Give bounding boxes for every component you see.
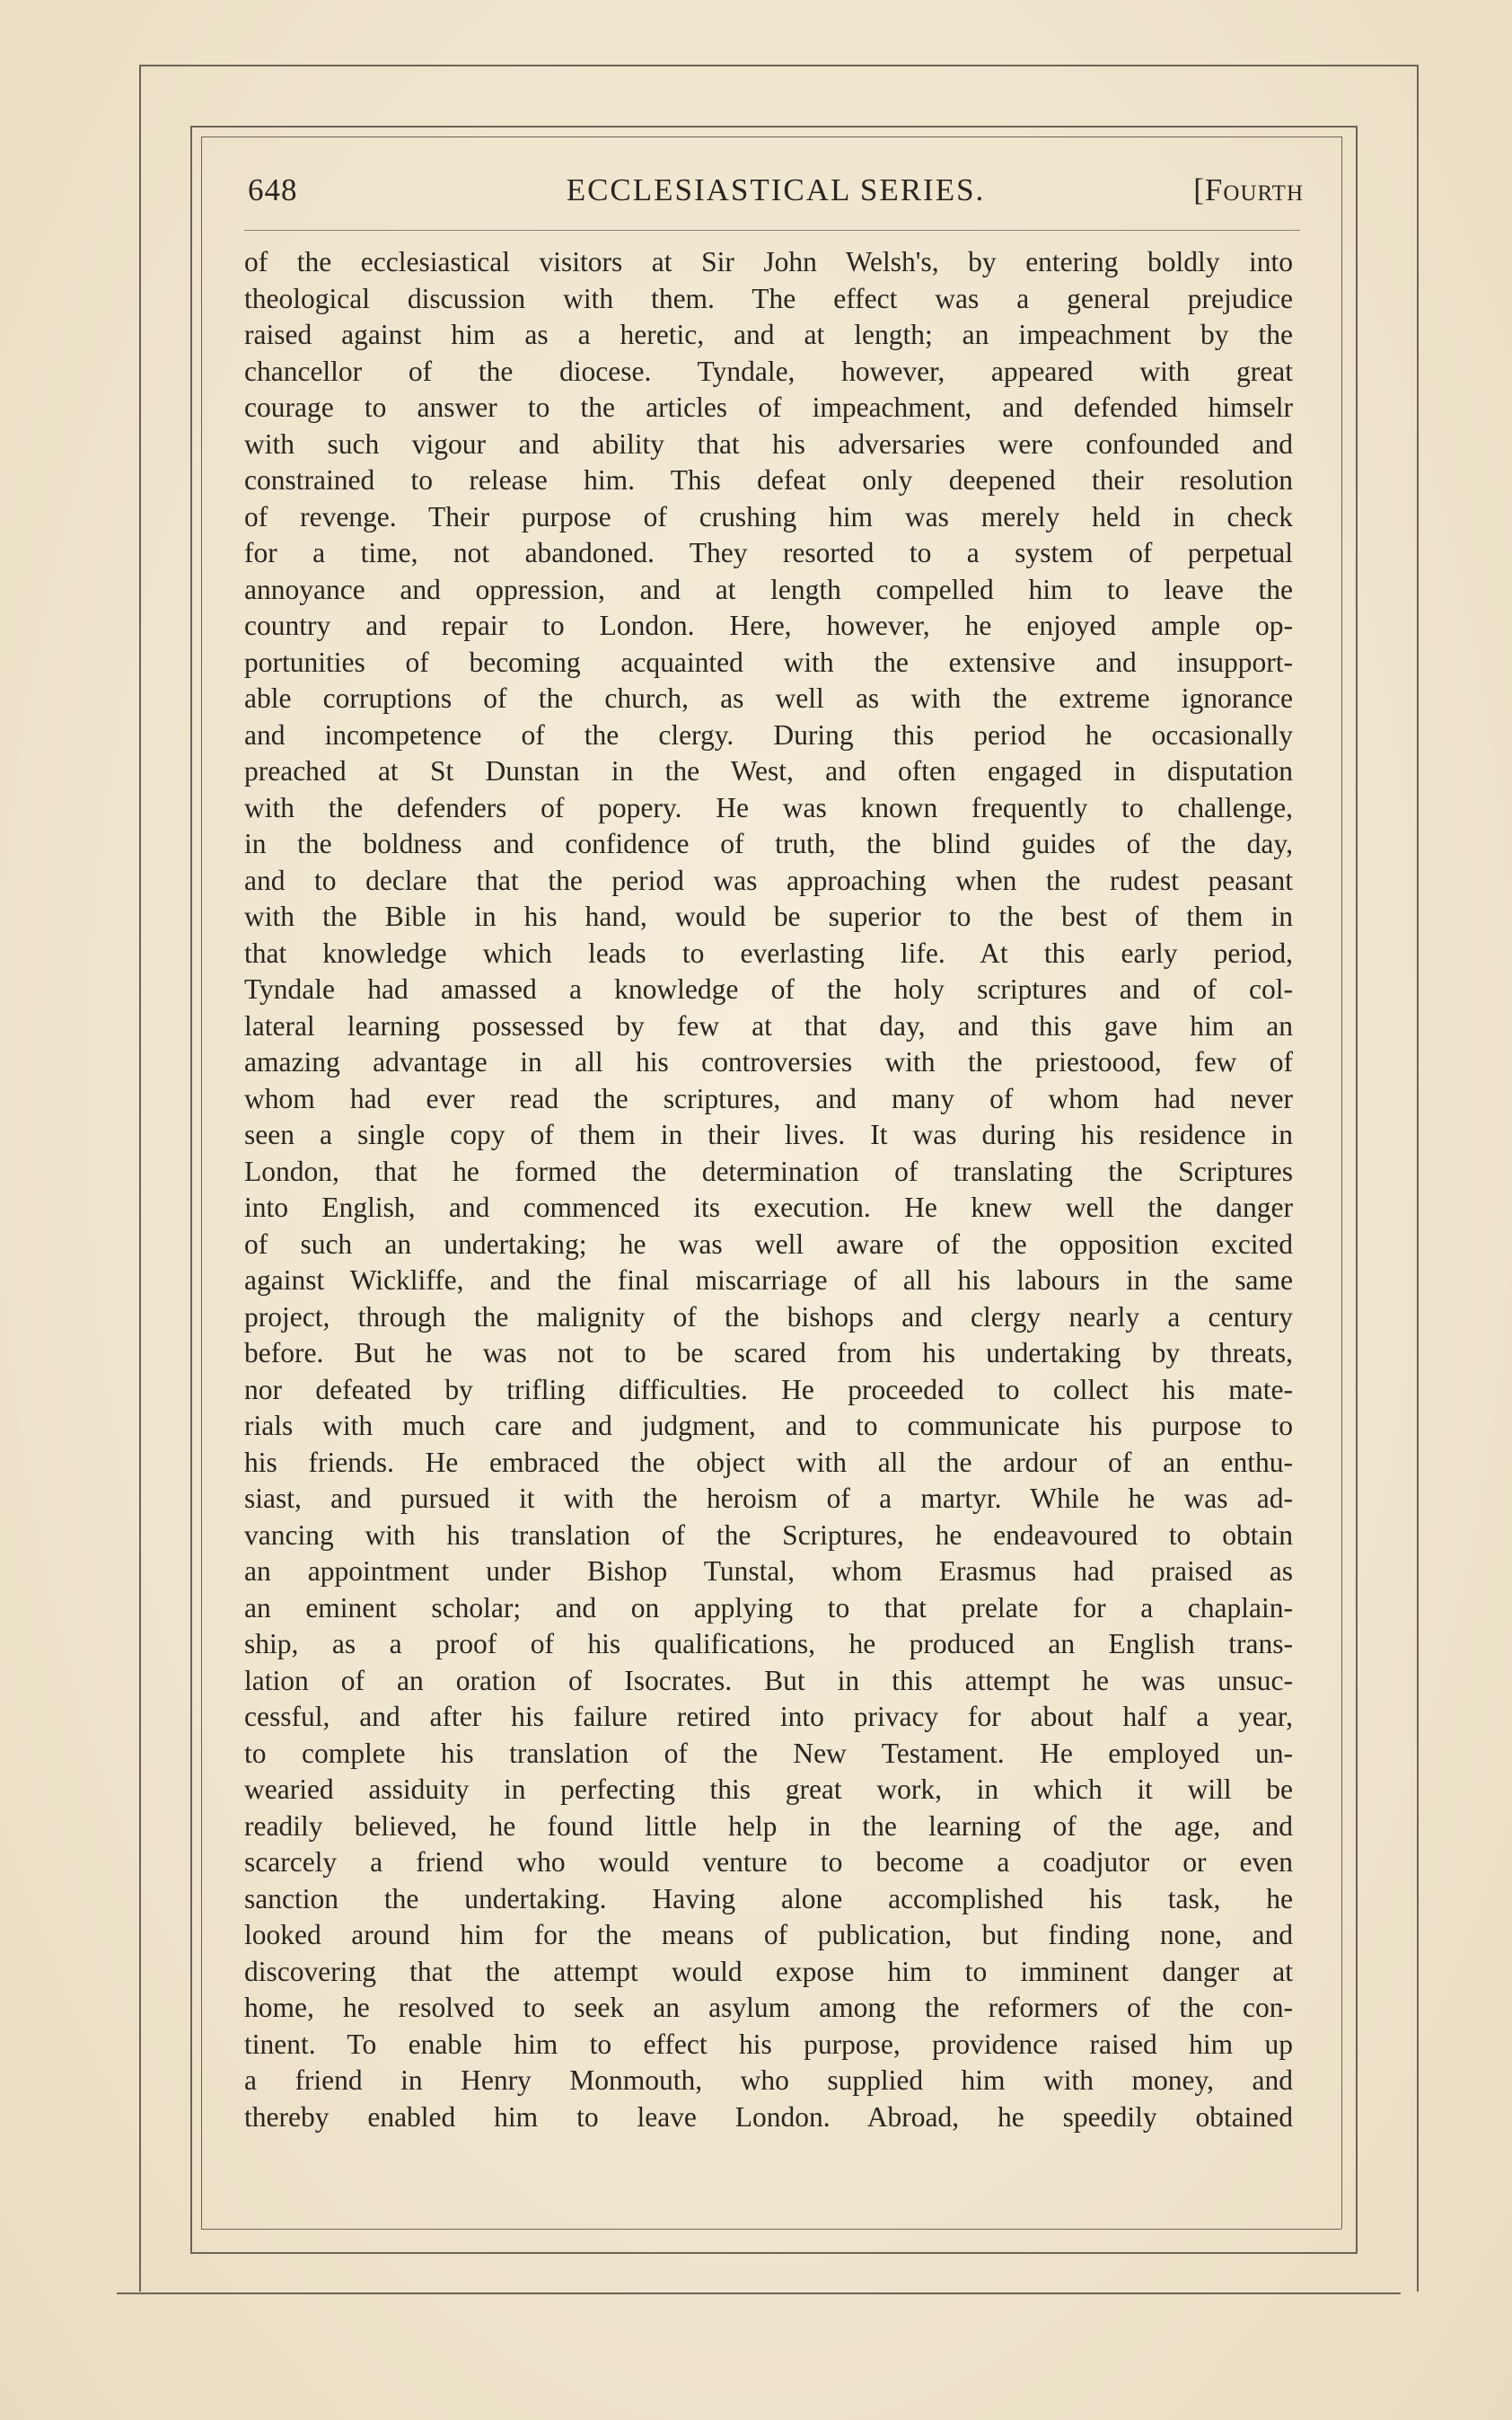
- running-header: [248, 172, 1304, 217]
- text-line: his friends. He embraced the object with all the ardour of an enthu-: [244, 1446, 1293, 1478]
- text-line: readily believed, he found little help in the learning of the age, and: [244, 1809, 1293, 1842]
- text-line: amazing advantage in all his controversies with the priestoood, few of: [244, 1046, 1293, 1078]
- text-line: lation of an oration of Isocrates. But in this attempt he was unsuc-: [244, 1664, 1293, 1696]
- text-line: into English, and commenced its execution. He knew well the danger: [244, 1192, 1293, 1223]
- outer-frame-top-rule: [139, 65, 1419, 66]
- text-line: wearied assiduity in perfecting this great work, in which it will be: [244, 1773, 1293, 1805]
- text-line: siast, and pursued it with the heroism of a martyr. While he was ad-: [244, 1483, 1293, 1514]
- text-line: Tyndale had amassed a knowledge of the holy scriptures and of col-: [244, 973, 1293, 1005]
- inner-frame-left-rule: [190, 126, 192, 2254]
- text-line: scarcely a friend who would venture to become a coadjutor or even: [244, 1846, 1293, 1878]
- text-line: that knowledge which leads to everlasting life. At this early period,: [244, 937, 1293, 969]
- text-line: a friend in Henry Monmouth, who supplied him with money, and: [244, 2064, 1293, 2096]
- text-line: of the ecclesiastical visitors at Sir John Welsh's, by entering boldly into: [244, 246, 1293, 277]
- text-line: thereby enabled him to leave London. Abroad, he speedily obtained: [244, 2100, 1293, 2133]
- text-line: an eminent scholar; and on applying to that prelate for a chaplain-: [244, 1591, 1293, 1624]
- text-line: of revenge. Their purpose of crushing him was merely held in check: [244, 500, 1293, 532]
- text-line: for a time, not abandoned. They resorted to a system of perpetual: [244, 537, 1293, 568]
- text-line: country and repair to London. Here, however, he enjoyed ample op-: [244, 610, 1293, 641]
- text-box-left-rule: [201, 136, 202, 2229]
- text-line: chancellor of the diocese. Tyndale, however, appeared with great: [244, 355, 1293, 387]
- text-box-right-rule: [1341, 136, 1342, 2229]
- text-line: to complete his translation of the New Testament. He employed un-: [244, 1737, 1293, 1769]
- text-line: looked around him for the means of publication, but finding none, and: [244, 1919, 1293, 1950]
- text-line: rials with much care and judgment, and to communicate his purpose to: [244, 1410, 1293, 1441]
- body-text: [244, 244, 1293, 2135]
- text-line: and to declare that the period was approaching when the rudest peasant: [244, 864, 1293, 896]
- text-line: sanction the undertaking. Having alone accomplished his task, he: [244, 1882, 1293, 1914]
- page-number: 648: [248, 172, 298, 207]
- text-line: home, he resolved to seek an asylum among the reformers of the con-: [244, 1992, 1293, 2023]
- text-line: whom had ever read the scriptures, and many of whom had never: [244, 1082, 1293, 1114]
- text-box-bottom-rule: [201, 2229, 1341, 2230]
- text-line: project, through the malignity of the bishops and clergy nearly a century: [244, 1300, 1293, 1333]
- section-mark: [Fourth: [1193, 172, 1304, 207]
- text-line: preached at St Dunstan in the West, and often engaged in disputation: [244, 755, 1293, 787]
- text-line: with the defenders of popery. He was known frequently to challenge,: [244, 791, 1293, 823]
- outer-frame-right-rule: [1417, 65, 1419, 2292]
- text-line: seen a single copy of them in their lives. It was during his residence in: [244, 1119, 1293, 1150]
- text-line: tinent. To enable him to effect his purpose, providence raised him up: [244, 2028, 1293, 2060]
- text-line: theological discussion with them. The effect was a general prejudice: [244, 282, 1293, 314]
- text-line: nor defeated by trifling difficulties. He proceeded to collect his mate-: [244, 1373, 1293, 1405]
- inner-frame-top-rule: [190, 126, 1358, 128]
- outer-frame-left-rule: [139, 65, 141, 2292]
- inner-frame-bottom-rule: [190, 2252, 1358, 2254]
- header-underline-rule: [244, 230, 1300, 231]
- text-line: portunities of becoming acquainted with the extensive and insupport-: [244, 646, 1293, 678]
- text-line: vancing with his translation of the Scriptures, he endeavoured to obtain: [244, 1518, 1293, 1551]
- text-box-top-rule: [201, 136, 1341, 137]
- text-line: annoyance and oppression, and at length compelled him to leave the: [244, 573, 1293, 605]
- text-line: and incompetence of the clergy. During this period he occasionally: [244, 718, 1293, 751]
- text-line: with the Bible in his hand, would be superior to the best of them in: [244, 901, 1293, 932]
- text-line: with such vigour and ability that his adversaries were confounded and: [244, 427, 1293, 460]
- text-line: an appointment under Bishop Tunstal, whom Erasmus had praised as: [244, 1555, 1293, 1587]
- text-line: courage to answer to the articles of impeachment, and defended himselr: [244, 392, 1293, 423]
- text-line: cessful, and after his failure retired into privacy for about half a year,: [244, 1701, 1293, 1732]
- text-line: ship, as a proof of his qualifications, he produced an English trans-: [244, 1628, 1293, 1659]
- text-line: discovering that the attempt would expose him to imminent danger at: [244, 1955, 1293, 1987]
- text-line: able corruptions of the church, as well as with the extreme ignorance: [244, 682, 1293, 714]
- text-line: London, that he formed the determination of translating the Scriptures: [244, 1155, 1293, 1187]
- text-line: raised against him as a heretic, and at length; an impeachment by the: [244, 319, 1293, 350]
- text-line: lateral learning possessed by few at that day, and this gave him an: [244, 1009, 1293, 1042]
- text-line: of such an undertaking; he was well aware of the opposition excited: [244, 1228, 1293, 1260]
- text-line: in the boldness and confidence of truth, the blind guides of the day,: [244, 828, 1293, 859]
- inner-frame-right-rule: [1356, 126, 1358, 2254]
- running-title: ECCLESIASTICAL SERIES.: [566, 172, 986, 207]
- text-line: against Wickliffe, and the final miscarriage of all his labours in the same: [244, 1264, 1293, 1296]
- outer-frame-bottom-rule: [117, 2292, 1401, 2294]
- text-line: before. But he was not to be scared from his undertaking by threats,: [244, 1337, 1293, 1368]
- text-line: constrained to release him. This defeat only deepened their resolution: [244, 464, 1293, 496]
